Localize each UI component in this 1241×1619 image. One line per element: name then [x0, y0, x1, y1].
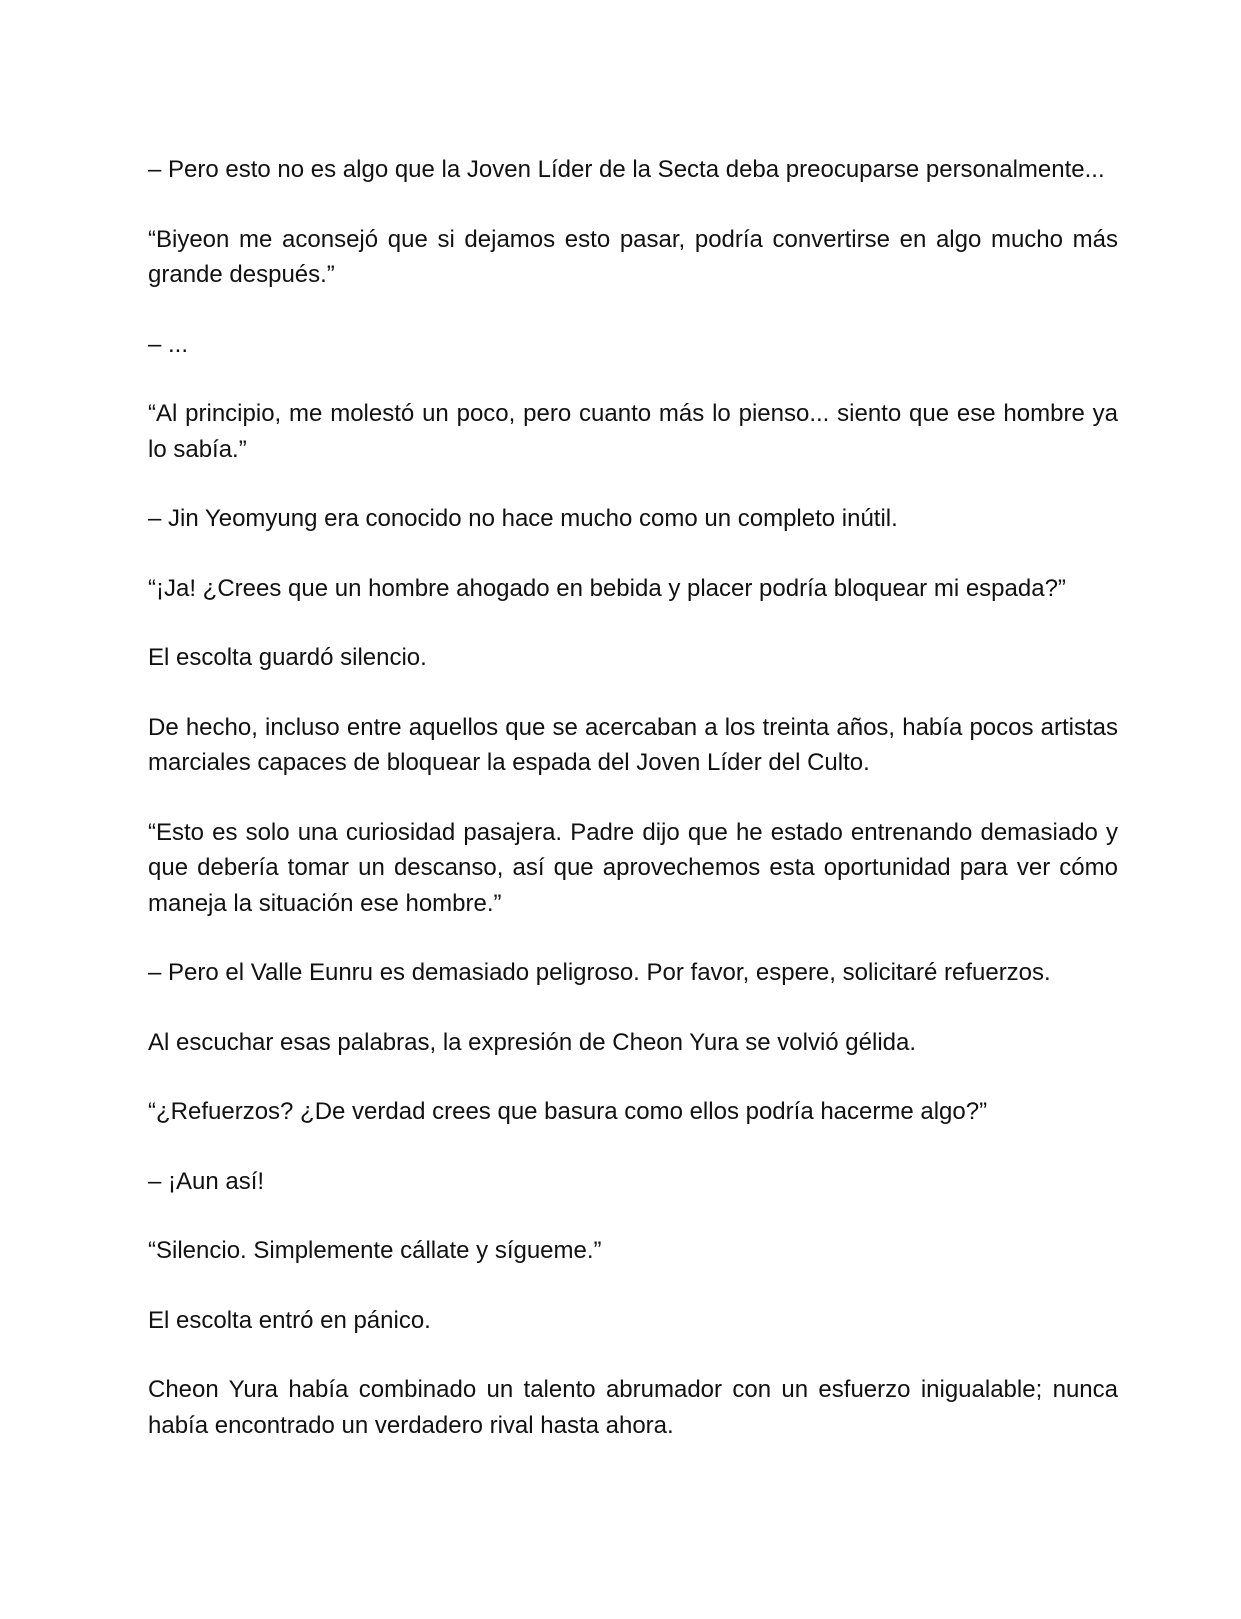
paragraph-8: De hecho, incluso entre aquellos que se acercaban a los treinta años, había pocos artistas marciales capaces de bloquear la espada del Joven Líder del Culto.: [148, 713, 1118, 776]
paragraph-15: El escolta entró en pánico.: [148, 1306, 431, 1334]
paragraph-10: – Pero el Valle Eunru es demasiado peligroso. Por favor, espere, solicitaré refuerzos.: [148, 959, 1051, 986]
paragraph-9: “Esto es solo una curiosidad pasajera. Padre dijo que he estado entrenando demasiado y que debería tomar un descanso, así que aprovechemos esta oportunidad para ver cómo maneja la situación ese hombre.”: [148, 818, 1118, 917]
paragraph-2: “Biyeon me aconsejó que si dejamos esto pasar, podría convertirse en algo mucho más grande después.”: [148, 225, 1118, 288]
paragraph-1: – Pero esto no es algo que la Joven Líder de la Secta deba preocuparse personalmente...: [148, 156, 1105, 183]
paragraph-13: – ¡Aun así!: [148, 1167, 265, 1195]
paragraph-11: Al escuchar esas palabras, la expresión de Cheon Yura se volvió gélida.: [148, 1028, 917, 1056]
paragraph-14: “Silencio. Simplemente cállate y sígueme.”: [148, 1237, 602, 1264]
paragraph-6: “¡Ja! ¿Crees que un hombre ahogado en bebida y placer podría bloquear mi espada?”: [148, 574, 1066, 602]
paragraph-16: Cheon Yura había combinado un talento abrumador con un esfuerzo inigualable; nunca había encontrado un verdadero rival hasta ahora.: [148, 1376, 1118, 1439]
paragraph-7: El escolta guardó silencio.: [148, 644, 427, 671]
document-body: [148, 152, 1118, 1477]
paragraph-4: “Al principio, me molestó un poco, pero cuanto más lo pienso... siento que ese hombre ya lo sabía.”: [148, 400, 1118, 463]
paragraph-12: “¿Refuerzos? ¿De verdad crees que basura como ellos podría hacerme algo?”: [148, 1098, 988, 1125]
paragraph-5: – Jin Yeomyung era conocido no hace mucho como un completo inútil.: [148, 505, 898, 532]
paragraph-3: – ...: [148, 330, 189, 358]
